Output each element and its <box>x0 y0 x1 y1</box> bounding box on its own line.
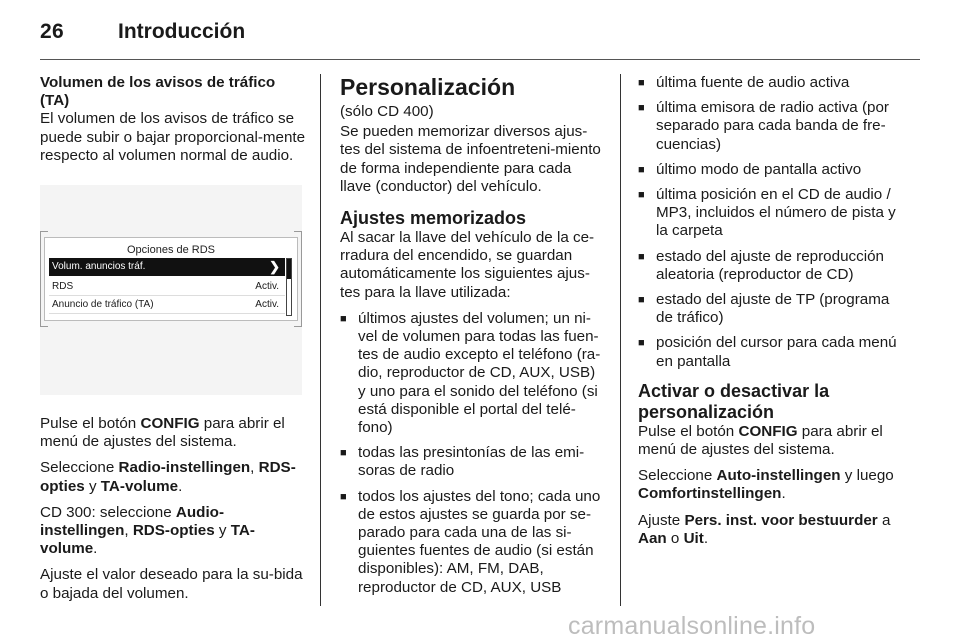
screen-row <box>49 278 285 296</box>
screen-row-value: Activ. <box>255 299 279 311</box>
screen-row-label: Anuncio de tráfico (TA) <box>52 299 154 311</box>
screen-scrollbar-thumb <box>287 259 291 279</box>
column-divider-2 <box>620 74 621 606</box>
chapter-title: Introducción <box>118 20 246 43</box>
screen-scrollbar <box>286 258 292 316</box>
list-item: ■ posición del cursor para cada menú en pantalla <box>638 334 906 370</box>
list-item: ■ estado del ajuste de reproducción aleatoria (reproductor de CD) <box>638 248 906 284</box>
screen-row-label: Volum. anuncios tráf. <box>52 261 146 273</box>
list-item: ■ última fuente de audio activa <box>638 74 906 92</box>
col3-paragraph-adjust: Ajuste Pers. inst. voor bestuurder a Aan o Uit. <box>638 511 891 547</box>
column-divider-1 <box>320 74 321 606</box>
ta-volume-intro: El volumen de los avisos de tráfico se puede subir o bajar proporcional-mente respecto al volumen normal de audio. <box>40 110 306 164</box>
memorized-settings-subtitle: Ajustes memorizados <box>340 208 527 229</box>
screen-row-label: RDS <box>52 281 74 293</box>
screen-row <box>49 296 285 314</box>
column-3 <box>638 74 906 556</box>
page-number: 26 <box>40 20 64 43</box>
memorized-settings-list-continued <box>638 74 906 371</box>
screen-display <box>44 237 298 321</box>
memorized-settings-intro: Al sacar la llave del vehículo de la ce-rradura del encendido, se guardan automáticamente los siguientes ajus-tes para la llave utilizada: <box>340 229 595 301</box>
toggle-personalization-heading: Activar o desactivar la personalización <box>638 380 830 422</box>
screen-row-value: Activ. <box>255 281 279 293</box>
chevron-right-icon: ❯ <box>269 259 280 275</box>
list-item: ■ última emisora de radio activa (por separado para cada banda de fre-cuencias) <box>638 99 906 154</box>
column-1 <box>40 74 306 611</box>
screen-row-selected <box>49 258 285 276</box>
col1-paragraph-select: Seleccione Radio-instellingen, RDS-opties y TA-volume. <box>40 459 296 495</box>
screen-title: Opciones de RDS <box>126 244 216 257</box>
ta-volume-heading: Volumen de los avisos de tráfico (TA) <box>40 74 276 110</box>
list-item: ■ todas las presintonías de las emi-soras de radio <box>340 444 606 480</box>
personalization-title: Personalización <box>340 74 516 100</box>
header-rule <box>40 59 920 60</box>
col3-paragraph-config: Pulse el botón CONFIG para abrir el menú de ajustes del sistema. <box>638 422 883 459</box>
list-item: ■ últimos ajustes del volumen; un ni-vel de volumen para todas las fuen-tes de audio excepto el teléfono (ra-dio, reproductor de CD, AUX, USB) y uno para el sonido del teléfono (si está disponible el portal del telé-fono) <box>340 310 606 437</box>
list-item: ■ última posición en el CD de audio / MP3, incluidos el número de pista y la carpeta <box>638 186 906 241</box>
memorized-settings-list <box>340 310 606 597</box>
watermark-text: carmanualsonline.info <box>568 612 816 640</box>
rds-options-screen-illustration <box>40 185 302 395</box>
page-header <box>40 20 920 60</box>
col1-paragraph-cd300: CD 300: seleccione Audio-instellingen, RDS-opties y TA-volume. <box>40 503 255 558</box>
column-2 <box>340 74 606 604</box>
list-item: ■ todos los ajustes del tono; cada uno de estos ajustes se guarda por se-parado para cada una de las si-guientes fuentes de audio (si están disponibles): AM, FM, DAB, reproductor de CD, AUX, USB <box>340 488 606 597</box>
col1-paragraph-adjust: Ajuste el valor deseado para la su-bida o bajada del volumen. <box>40 566 303 602</box>
col3-paragraph-select: Seleccione Auto-instellingen y luego Comfortinstellingen. <box>638 467 894 503</box>
col1-paragraph-config: Pulse el botón CONFIG para abrir el menú de ajustes del sistema. <box>40 415 285 451</box>
personalization-note: (sólo CD 400) <box>340 103 434 120</box>
list-item: ■ último modo de pantalla activo <box>638 161 906 179</box>
personalization-intro: Se pueden memorizar diversos ajus-tes del sistema de infoentreteni-miento de forma independiente para cada llave (conductor) del vehículo. <box>340 123 601 195</box>
list-item: ■ estado del ajuste de TP (programa de tráfico) <box>638 291 906 327</box>
